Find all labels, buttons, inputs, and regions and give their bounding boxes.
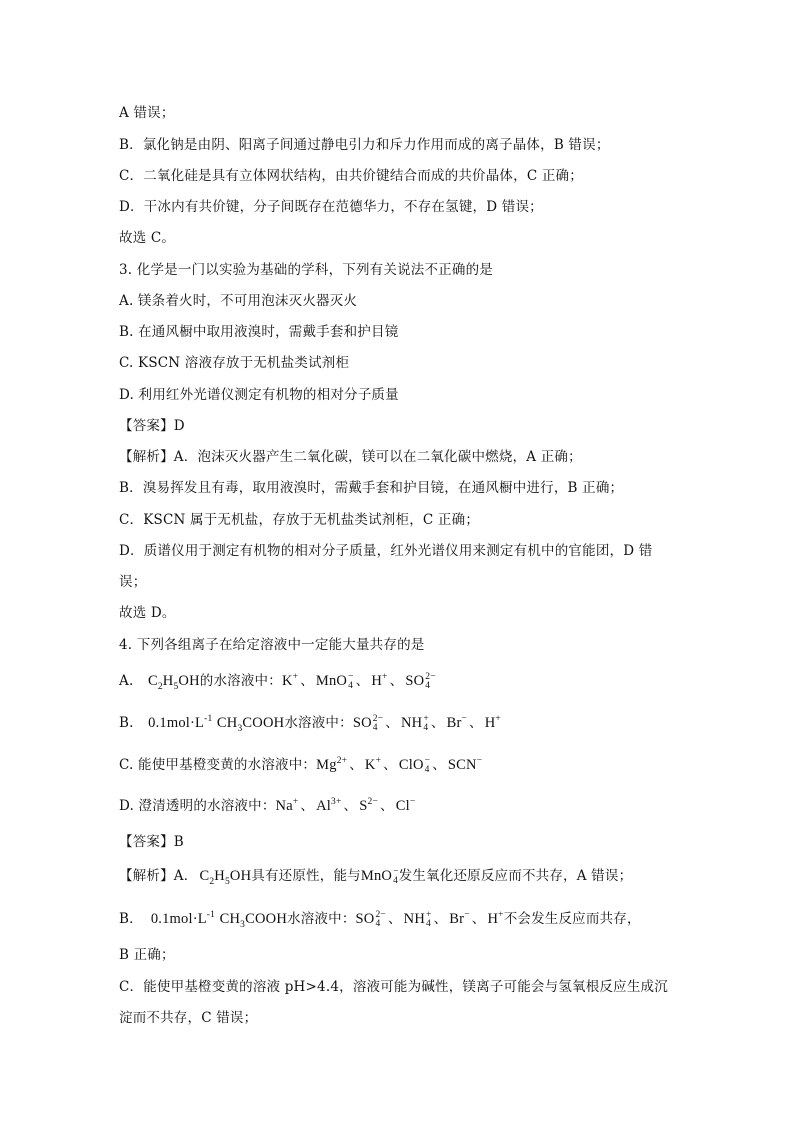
explanation-line: 误； — [119, 574, 147, 590]
ion-k: K+ — [281, 672, 299, 689]
ion-nh4: NH + 4 — [400, 713, 429, 733]
question-4-title: 4. 下列各组离子在给定溶液中一定能大量共存的是 — [119, 637, 425, 653]
explanation-line: B 正确； — [119, 947, 175, 963]
option-text: 水溶液中： — [284, 715, 353, 731]
ion-k: K+ — [364, 756, 382, 773]
explanation-line: 【解析】A．泡沫灭火器产生二氧化碳，镁可以在二氧化碳中燃烧，A 正确； — [119, 449, 582, 465]
q4-option-a: A. $C_2H_5OH$的水溶液中：K+ 、 MnO − 4 、 H+ 、 SO 2− 4 — [119, 671, 436, 692]
text-line: A 错误； — [119, 105, 175, 121]
formula-acetic-acid: $CH_3COOH$ — [216, 715, 285, 734]
explanation-line: C．能使甲基橙变黄的溶液 pH>4.4，溶液可能为碱性，镁离子可能会与氢氧根反应生成沉 — [119, 979, 668, 995]
option-prefix: B. — [119, 715, 134, 731]
explanation-line: 【解析】A． $C_2H_5OH$具有还原性，能与MnO − 4 发生氧化还原反应而不共存，A 错误； — [119, 866, 633, 887]
ion-nh4: NH + 4 — [403, 909, 432, 929]
formula-acetic-acid: $CH_3COOH$ — [219, 911, 288, 930]
ion-s: $S^{2-}$ — [359, 797, 379, 814]
ion-al: $Al^{3+}$ — [316, 797, 342, 814]
q4-option-c: C. 能使甲基橙变黄的水溶液中：$Mg^{2+}$ 、 K+ 、 ClO − 4 、 SCN− — [119, 755, 483, 775]
ion-cl: Cl− — [395, 797, 416, 814]
ion-scn: SCN− — [447, 756, 483, 773]
option-b: B. 在通风橱中取用液溴时，需戴手套和护目镜 — [119, 324, 399, 340]
ion-na: Na+ — [275, 797, 299, 814]
explanation-line: C．KSCN 属于无机盐，存放于无机盐类试剂柜，C 正确； — [119, 512, 480, 528]
option-d: D. 利用红外光谱仪测定有机物的相对分子质量 — [119, 387, 399, 403]
text-line: D．干冰内有共价键，分子间既存在范德华力，不存在氢键，D 错误； — [119, 199, 543, 215]
explanation-line: B． $0.1mol\cdot L^{-1}$ $CH_3COOH$水溶液中：SO 2− 4 、 NH + 4 、 Br− 、 H+不会发生反应而共存， — [119, 909, 641, 930]
explanation-line: D．质谱仪用于测定有机物的相对分子质量，红外光谱仪用来测定有机中的官能团，D 错 — [119, 543, 653, 559]
ion-so4: SO 2− 4 — [405, 671, 436, 691]
option-text: C. 能使甲基橙变黄的水溶液中： — [119, 757, 317, 773]
ion-mno4: MnO − 4 — [315, 671, 354, 691]
text-line: B．氯化钠是由阴、阳离子间通过静电引力和斥力作用而成的离子晶体，B 错误； — [119, 137, 610, 153]
ion-mg: $Mg^{2+}$ — [316, 756, 348, 773]
option-text: D. 澄清透明的水溶液中： — [119, 798, 276, 814]
option-text: 的水溶液中： — [199, 673, 282, 689]
ion-br: Br− — [446, 714, 468, 731]
ion-clo4: ClO − 4 — [398, 755, 431, 775]
text-line: 故选 D。 — [119, 605, 176, 621]
answer-label: 【答案】D — [119, 418, 185, 434]
formula-ethanol: $C_2H_5OH$ — [147, 673, 200, 692]
question-3-title: 3. 化学是一门以实验为基础的学科，下列有关说法不正确的是 — [119, 262, 493, 278]
ion-mno4: MnO − 4 — [360, 866, 399, 886]
answer-label: 【答案】B — [119, 834, 184, 850]
q4-option-b: B. $0.1mol\cdot L^{-1}$ $CH_3COOH$水溶液中：SO 2− 4 、 NH + 4 、 Br− 、 H+ — [119, 713, 501, 734]
option-prefix: A. — [119, 673, 134, 689]
q4-option-d: D. 澄清透明的水溶液中：Na+ 、 $Al^{3+}$ 、 $S^{2-}$ 、 Cl− — [119, 797, 416, 814]
ion-so4: SO 2− 4 — [355, 909, 386, 929]
explanation-line: 淀而不共存，C 错误； — [119, 1010, 258, 1026]
formula-concentration: $0.1mol\cdot L^{-1}$ — [150, 910, 216, 927]
ion-br: Br− — [449, 910, 470, 927]
ion-h: H+ — [484, 714, 501, 731]
option-a: A. 镁条着火时，不可用泡沫灭火器灭火 — [119, 293, 358, 309]
formula-concentration: $0.1mol\cdot L^{-1}$ — [148, 714, 213, 731]
option-c: C. KSCN 溶液存放于无机盐类试剂柜 — [119, 355, 350, 371]
text-line: C．二氧化硅是具有立体网状结构，由共价键结合而成的共价晶体，C 正确； — [119, 168, 583, 184]
ion-h: H+ — [487, 910, 504, 927]
ion-h: H+ — [371, 672, 388, 689]
text-line: 故选 C。 — [119, 230, 176, 246]
explanation-line: B．溴易挥发且有毒，取用液溴时，需戴手套和护目镜，在通风橱中进行，B 正确； — [119, 480, 624, 496]
ion-so4: SO 2− 4 — [352, 713, 384, 733]
formula-ethanol: $C_2H_5OH$ — [199, 868, 252, 887]
